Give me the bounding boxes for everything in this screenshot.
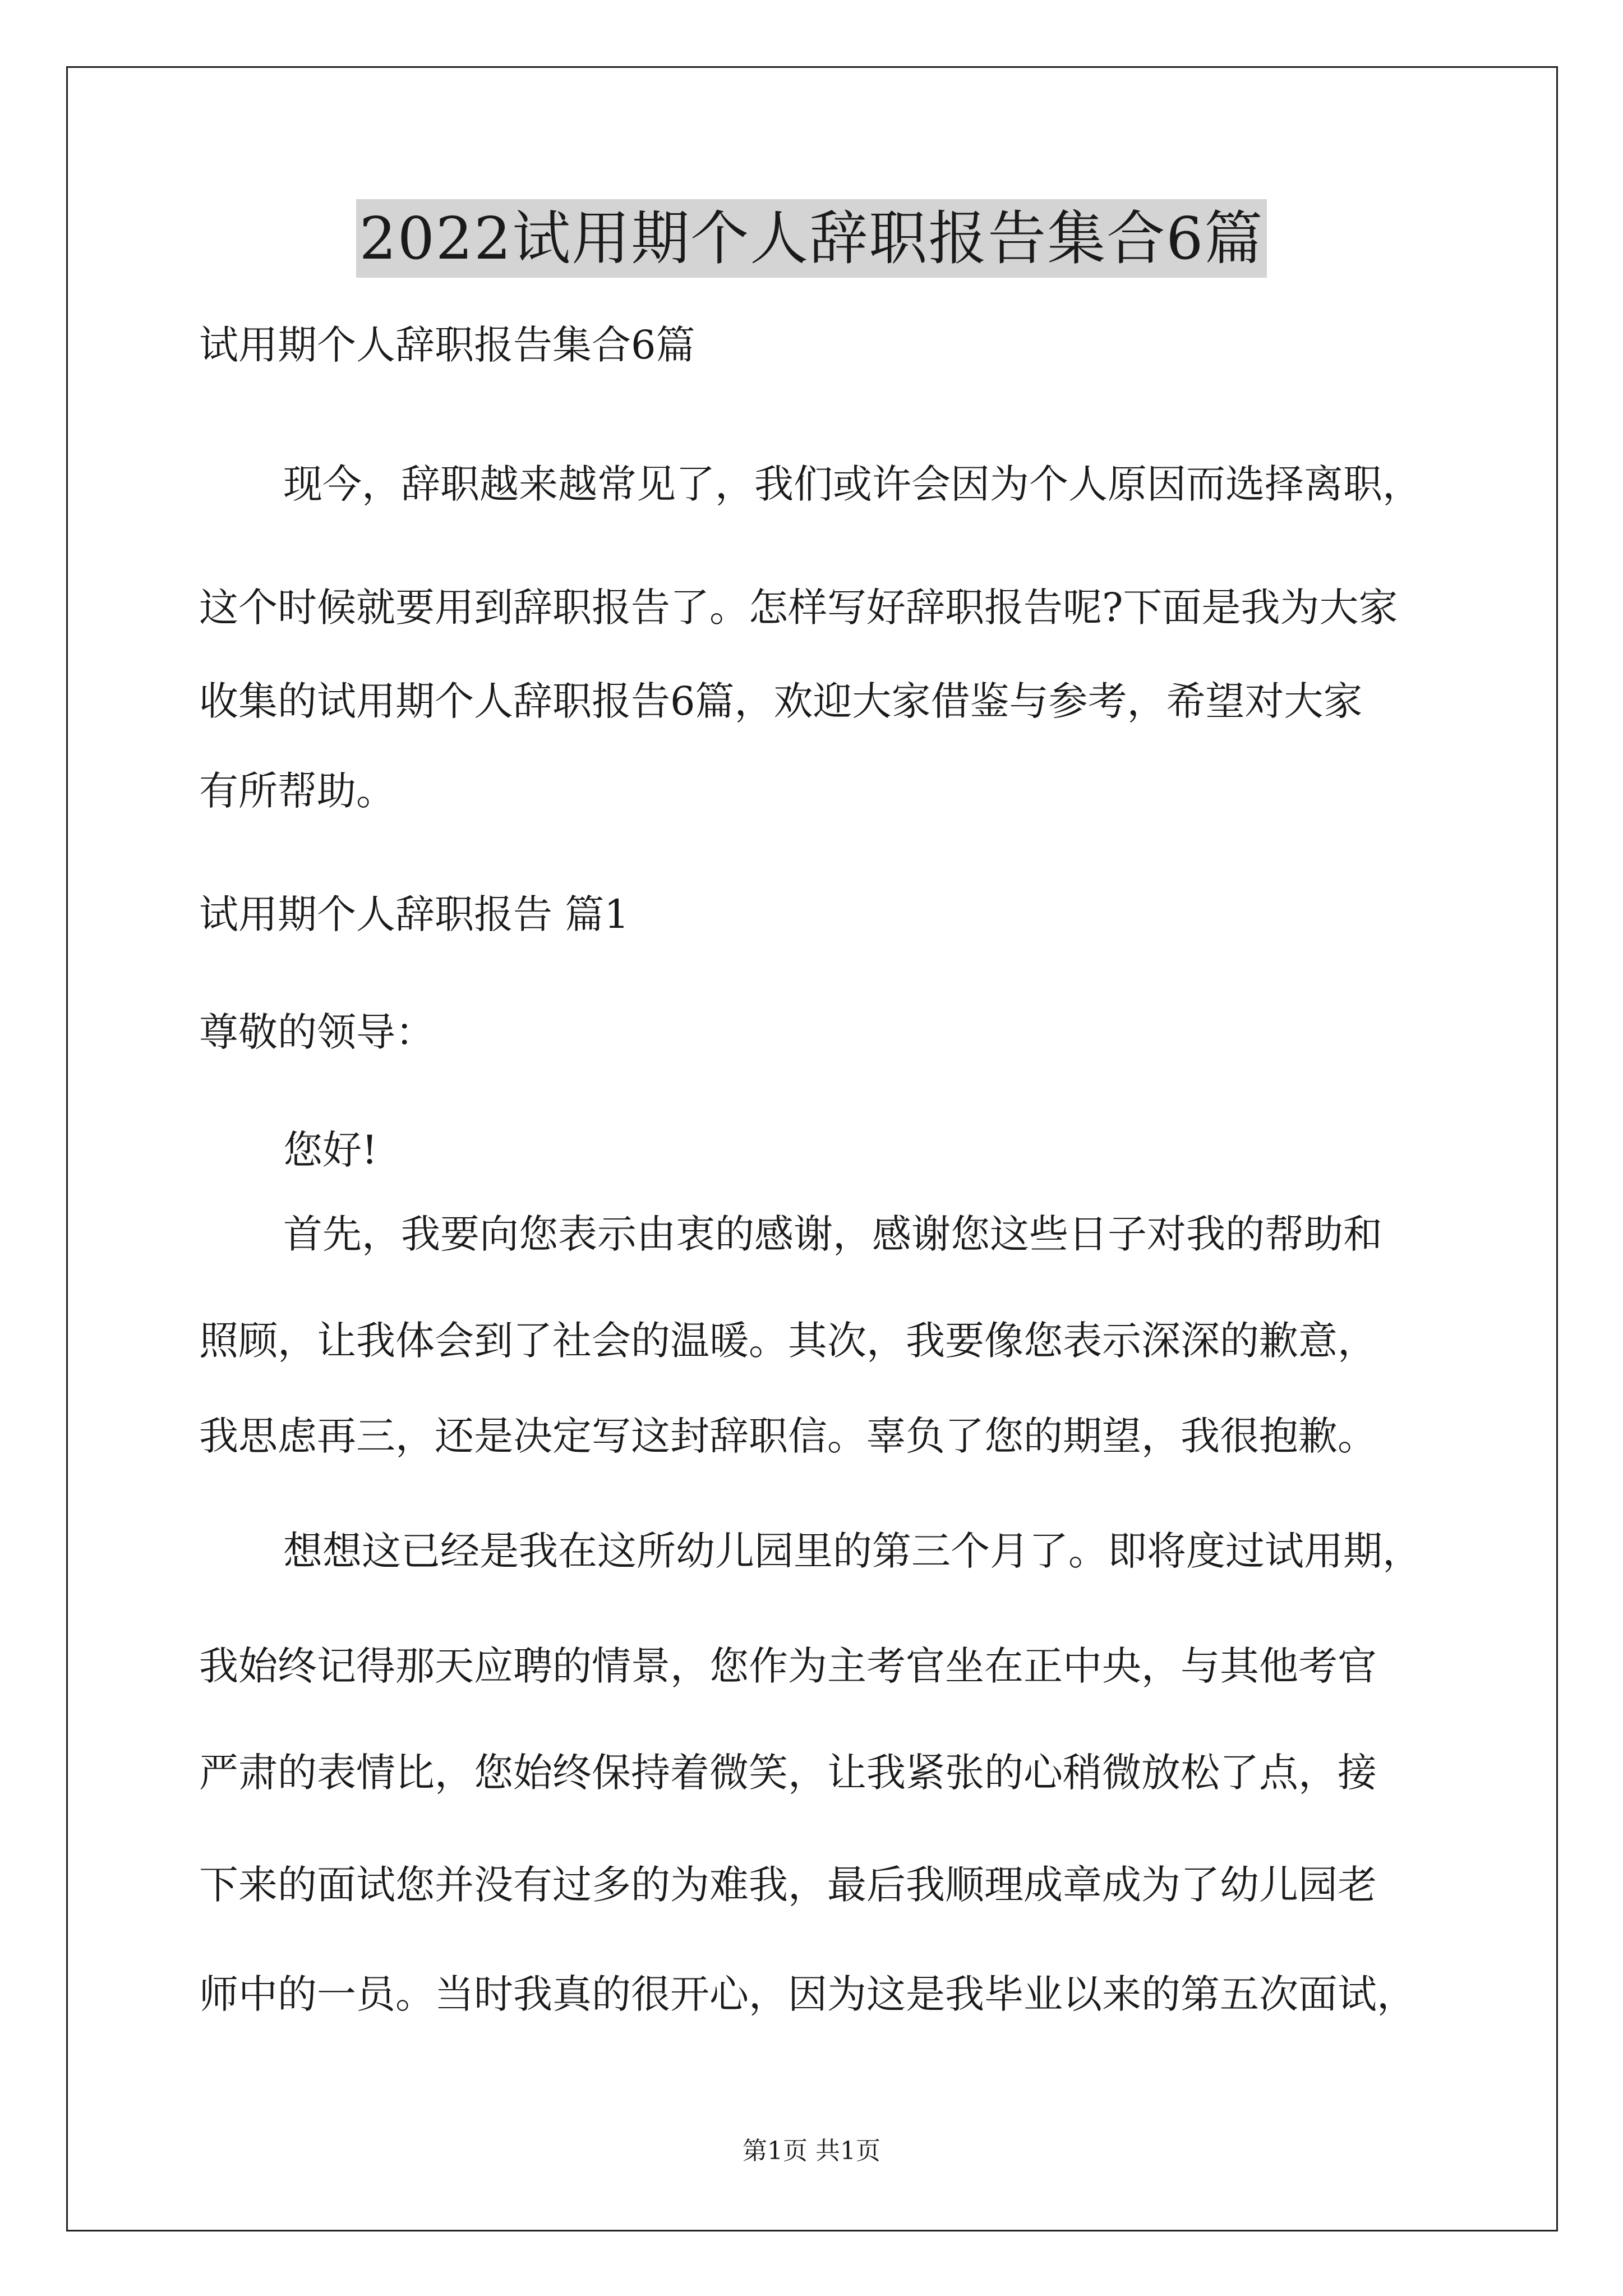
section-heading: 试用期个人辞职报告 篇1 <box>199 891 629 937</box>
body-line: 想想这已经是我在这所幼儿园里的第三个月了。即将度过试用期， <box>283 1528 1422 1574</box>
body-line: 下来的面试您并没有过多的为难我，最后我顺理成章成为了幼儿园老 <box>199 1862 1377 1908</box>
page-number-footer: 第1页 共1页 <box>743 2137 880 2165</box>
body-line: 首先，我要向您表示由衷的感谢，感谢您这些日子对我的帮助和 <box>283 1211 1382 1257</box>
body-line: 有所帮助。 <box>199 768 395 814</box>
subtitle-line: 试用期个人辞职报告集合6篇 <box>199 322 695 368</box>
body-line: 严肃的表情比，您始终保持着微笑，让我紧张的心稍微放松了点，接 <box>199 1750 1377 1796</box>
body-line: 我思虑再三，还是决定写这封辞职信。辜负了您的期望，我很抱歉。 <box>199 1413 1377 1459</box>
body-line: 现今，辞职越来越常见了，我们或许会因为个人原因而选择离职， <box>283 461 1422 507</box>
body-line: 这个时候就要用到辞职报告了。怎样写好辞职报告呢?下面是我为大家 <box>199 585 1398 631</box>
document-title: 2022试用期个人辞职报告集合6篇 <box>356 199 1267 278</box>
body-line: 收集的试用期个人辞职报告6篇，欢迎大家借鉴与参考，希望对大家 <box>199 678 1363 724</box>
salutation-line: 尊敬的领导： <box>199 1009 435 1055</box>
body-line: 师中的一员。当时我真的很开心，因为这是我毕业以来的第五次面试， <box>199 1971 1416 2017</box>
title-container <box>0 199 1623 278</box>
body-line: 照顾，让我体会到了社会的温暖。其次，我要像您表示深深的歉意， <box>199 1318 1377 1364</box>
greeting-line: 您好! <box>283 1127 378 1173</box>
body-line: 我始终记得那天应聘的情景，您作为主考官坐在正中央，与其他考官 <box>199 1643 1377 1689</box>
